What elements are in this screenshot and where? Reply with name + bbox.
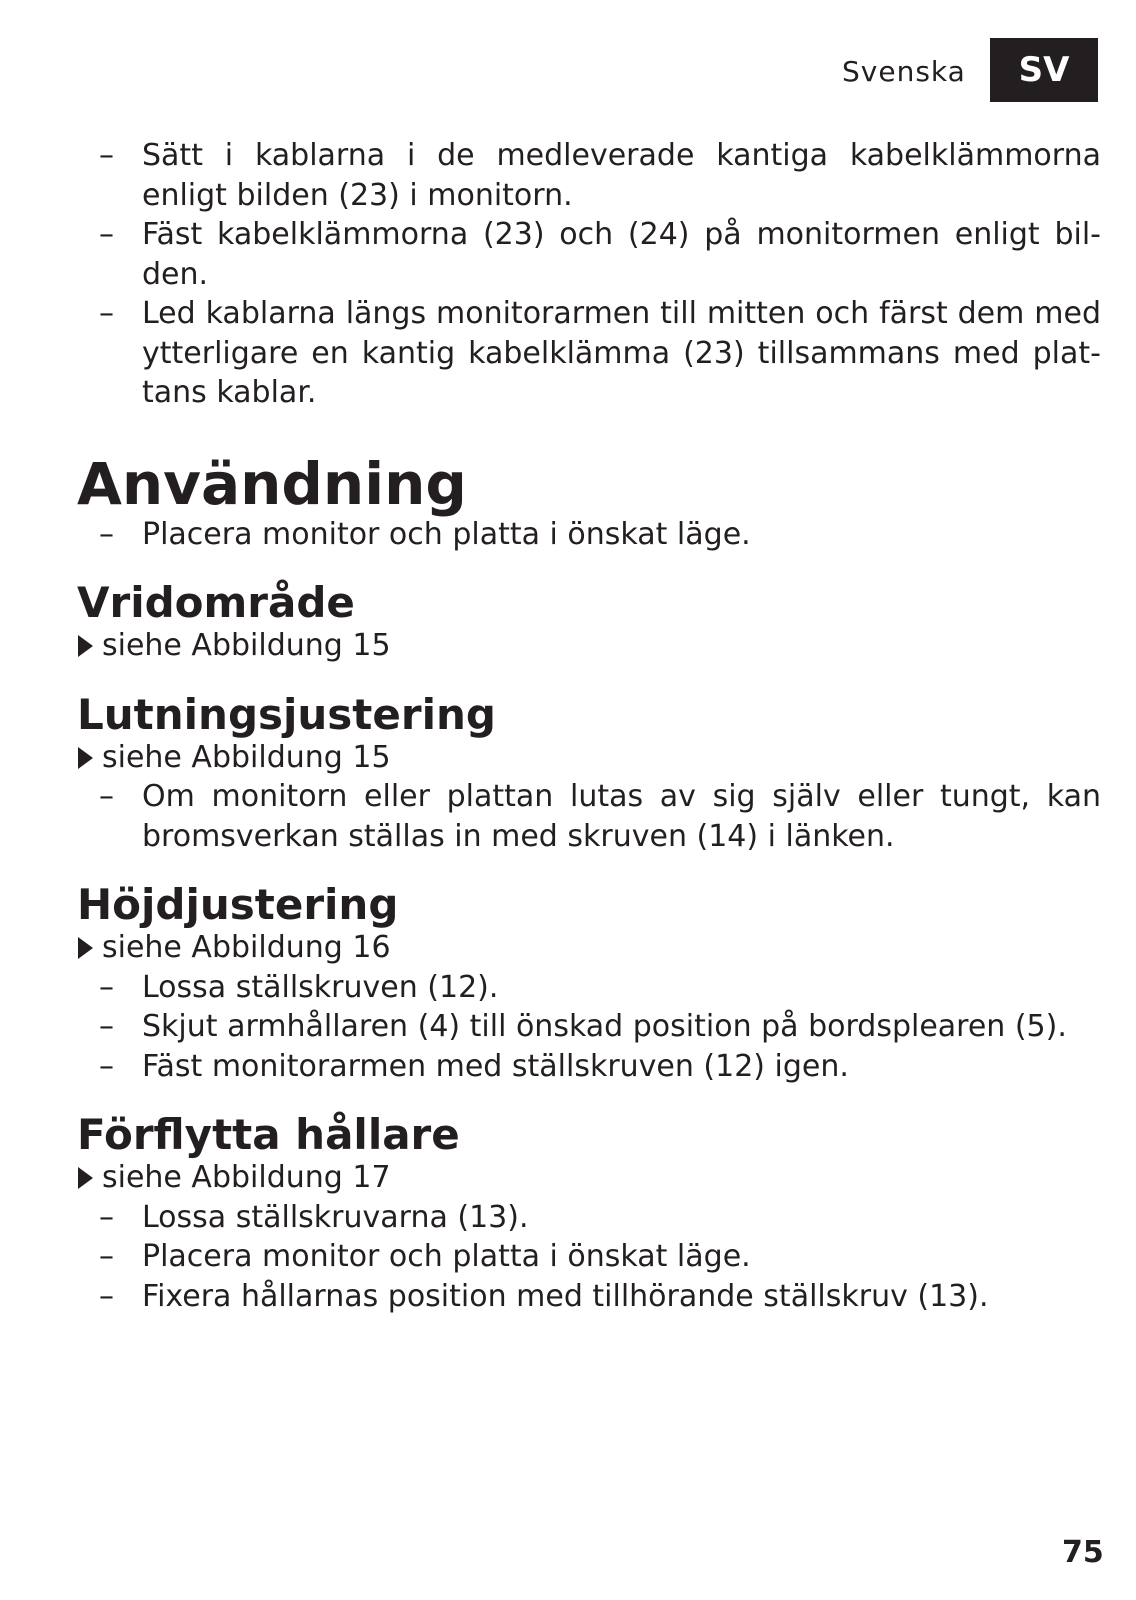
dash-marker: – bbox=[99, 1199, 114, 1235]
page-content bbox=[77, 136, 1101, 1316]
dash-marker: – bbox=[99, 779, 114, 814]
forflytta-list bbox=[77, 1198, 1101, 1317]
usage-heading: Användning bbox=[77, 449, 467, 518]
list-item: – Lossa ställskruvarna (13). bbox=[77, 1198, 1101, 1238]
triangle-arrow-icon bbox=[78, 635, 93, 657]
triangle-arrow-icon bbox=[78, 1167, 93, 1189]
dash-marker: – bbox=[99, 516, 114, 552]
list-item: – Placera monitor och platta i önskat läge. bbox=[77, 1237, 1101, 1277]
section-heading-vridomrade: Vridområde bbox=[77, 578, 355, 627]
header-language-label: Svenska bbox=[842, 55, 966, 88]
lutning-list bbox=[77, 777, 1101, 856]
figure-reference: siehe Abbildung 16 bbox=[77, 928, 1101, 968]
list-item: – Lossa ställskruven (12). bbox=[77, 968, 1101, 1008]
list-item: – Fäst kabelklämmorna (23) och (24) på monitormen enligt bil-den. bbox=[99, 217, 1101, 292]
dash-marker: – bbox=[99, 1239, 114, 1274]
intro-list bbox=[77, 136, 1101, 413]
list-item: – Led kablarna längs monitorarmen till mitten och färst dem med ytterligare en kantig kabelklämma (23) tillsammans med plat-tans kablar. bbox=[99, 296, 1101, 410]
page-number: 75 bbox=[1062, 1535, 1104, 1570]
section-heading-lutningsjustering: Lutningsjustering bbox=[77, 689, 496, 739]
section-heading-forflytta-hallare: Förflytta hållare bbox=[77, 1110, 460, 1159]
dash-marker: – bbox=[99, 1278, 114, 1314]
dash-marker: – bbox=[99, 138, 114, 173]
hojd-list bbox=[77, 968, 1101, 1087]
dash-marker: – bbox=[99, 969, 114, 1005]
list-item: – Fäst monitorarmen med ställskruven (12) igen. bbox=[77, 1047, 1101, 1087]
list-item: – Skjut armhållaren (4) till önskad position på bordsplearen (5). bbox=[77, 1007, 1101, 1047]
dash-marker: – bbox=[99, 1048, 114, 1084]
dash-marker: – bbox=[99, 296, 114, 331]
figure-reference: siehe Abbildung 15 bbox=[77, 738, 1101, 778]
usage-list bbox=[77, 515, 1101, 555]
list-item: – Om monitorn eller plattan lutas av sig själv eller tungt, kan bromsverkan ställas in med skruven (14) i länken. bbox=[99, 779, 1101, 854]
dash-marker: – bbox=[99, 1009, 114, 1044]
language-badge: SV bbox=[990, 38, 1098, 102]
list-item: – Placera monitor och platta i önskat läge. bbox=[77, 515, 1101, 555]
triangle-arrow-icon bbox=[78, 747, 93, 769]
list-item: – Sätt i kablarna i de medleverade kantiga kabelklämmorna enligt bilden (23) i monitorn. bbox=[99, 138, 1101, 213]
dash-marker: – bbox=[99, 217, 114, 252]
figure-reference: siehe Abbildung 17 bbox=[77, 1158, 1101, 1198]
list-item: – Fixera hållarnas position med tillhörande ställskruv (13). bbox=[77, 1277, 1101, 1317]
figure-reference: siehe Abbildung 15 bbox=[77, 626, 1101, 666]
section-heading-hojdjustering: Höjdjustering bbox=[77, 880, 399, 929]
triangle-arrow-icon bbox=[78, 937, 93, 959]
